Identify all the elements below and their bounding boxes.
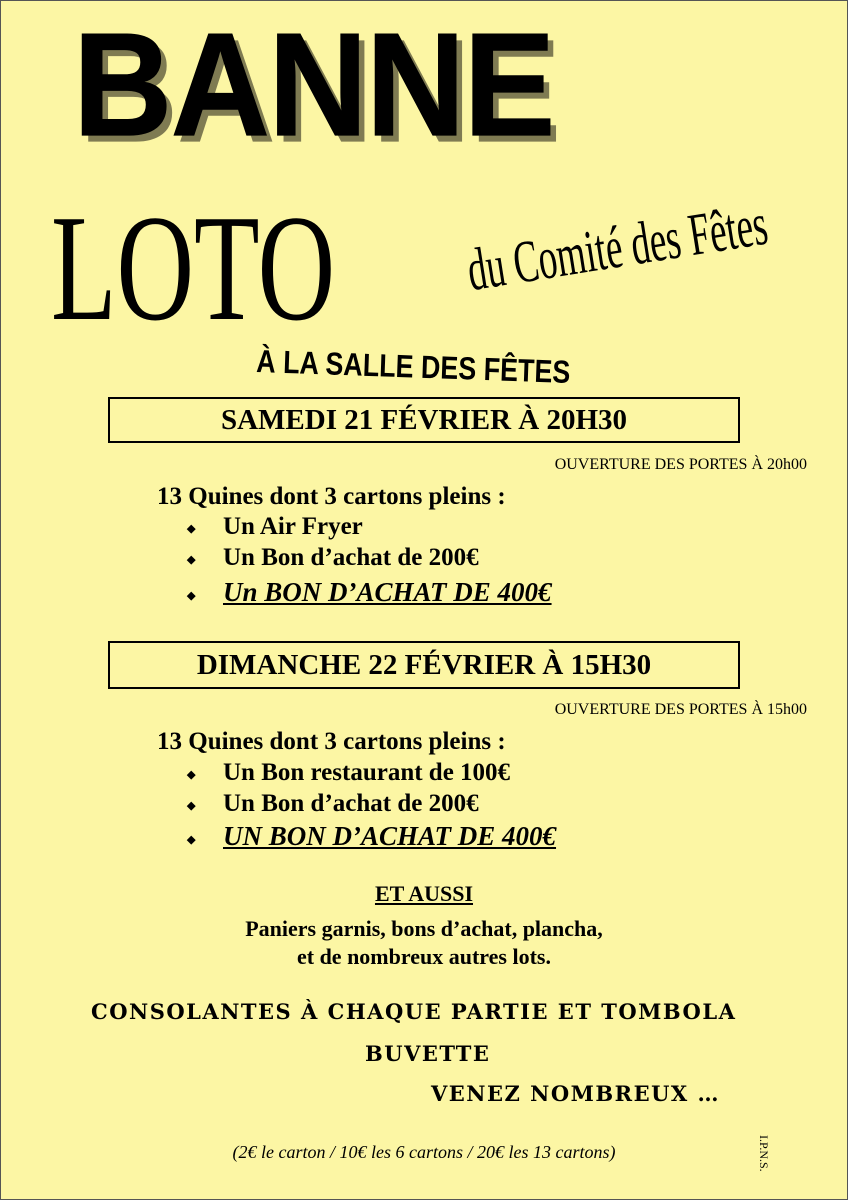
venez-nombreux-line: VENEZ NOMBREUX … [431,1081,721,1106]
session-2-prize-item [187,759,510,787]
session-1-date: SAMEDI 21 FÉVRIER À 20H30 [220,404,628,436]
session-1-prize-item [187,577,552,608]
session-1-quines: 13 Quines dont 3 cartons pleins : [157,483,506,510]
card-prices: (2€ le carton / 10€ les 6 cartons / 20€ les 13 cartons) [232,1142,616,1162]
session-2-doors: OUVERTURE DES PORTES À 15h00 [554,701,807,718]
diamond-bullet-icon: ◆ [187,799,196,812]
town-title: BANNE [73,1,554,167]
extras-line-2: et de nombreux autres lots. [296,944,551,969]
session-1-prize-label: Un Air Fryer [223,513,363,540]
session-2-date-box [108,641,740,689]
event-title: LOTO [51,184,336,353]
session-2-prize-item [187,790,479,818]
ipns-mark: I.P.N.S. [757,1135,771,1172]
venue-label: À LA SALLE DES FÊTES [255,343,571,390]
session-2-prize-label: Un Bon restaurant de 100€ [223,759,511,786]
session-1-prize-label: Un Bon d’achat de 200€ [223,544,479,571]
organizer-title: du Comité des Fêtes [462,190,772,304]
session-2-prize-label: UN BON D’ACHAT DE 400€ [223,821,557,851]
extras-line-1: Paniers garnis, bons d’achat, plancha, [245,916,603,941]
diamond-bullet-icon: ◆ [187,553,196,566]
diamond-bullet-icon: ◆ [187,589,196,602]
session-1-prize-label: Un BON D’ACHAT DE 400€ [223,577,552,607]
session-2-prize-label: Un Bon d’achat de 200€ [223,790,479,817]
session-2-prize-item [187,821,556,852]
diamond-bullet-icon: ◆ [187,522,196,535]
diamond-bullet-icon: ◆ [187,833,196,846]
consolantes-line: CONSOLANTES À CHAQUE PARTIE ET TOMBOLA [91,999,737,1024]
session-2-quines: 13 Quines dont 3 cartons pleins : [157,728,506,755]
session-1-prize-item [187,513,363,541]
session-1-doors: OUVERTURE DES PORTES À 20h00 [554,456,807,473]
diamond-bullet-icon: ◆ [187,768,196,781]
session-2-date: DIMANCHE 22 FÉVRIER À 15H30 [196,649,652,681]
buvette-line: BUVETTE [365,1041,491,1066]
session-1-prize-item [187,544,479,572]
session-1-date-box [108,397,740,443]
extras-heading: ET AUSSI [374,881,474,906]
